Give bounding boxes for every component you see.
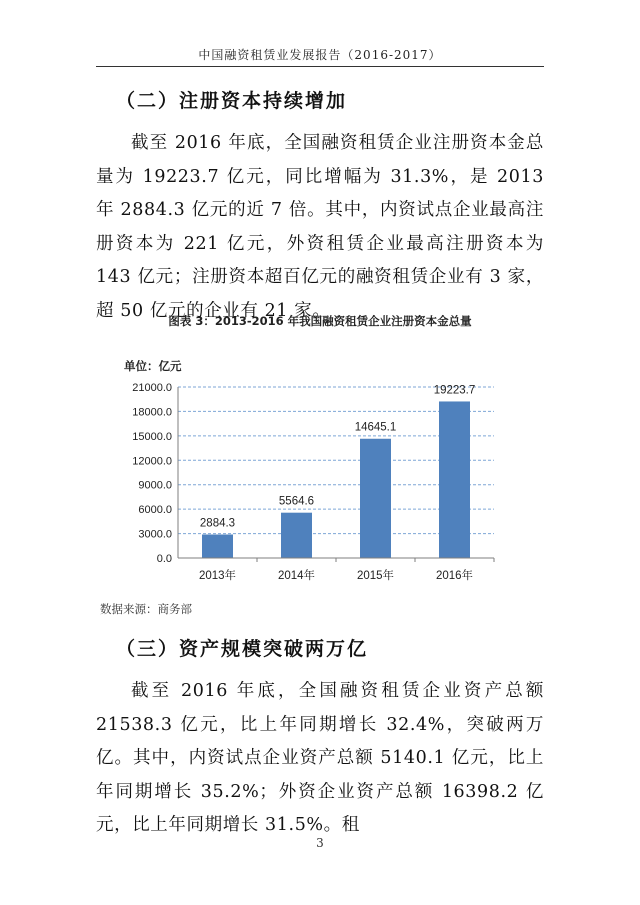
y-tick-label: 12000.0 — [132, 455, 172, 468]
section-heading-asset-scale: （三）资产规模突破两万亿 — [116, 638, 369, 660]
bar-2016年 — [439, 401, 470, 558]
paragraph-asset-scale: 截至 2016 年底，全国融资租赁企业资产总额 21538.3 亿元，比上年同期增长 32.4%，突破两万亿。其中，内资试点企业资产总额 5140.1 亿元，比上年同期增长 35.2%；外资企业资产总额 16398.2 亿元，比上年同期增长 31.5%。租 — [96, 681, 544, 835]
figure-caption: 图表 3：2013-2016 年我国融资租赁企业注册资本金总量 — [168, 314, 472, 328]
y-tick-label: 3000.0 — [138, 528, 172, 541]
chart-x-axis — [178, 558, 494, 582]
running-header: 中国融资租赁业发展报告（2016-2017） — [198, 48, 442, 62]
header-rule — [96, 66, 544, 67]
y-tick-label: 6000.0 — [138, 504, 172, 517]
chart-bars — [199, 401, 470, 558]
chart-data-labels — [200, 384, 475, 529]
paragraph-registered-capital: 截至 2016 年底，全国融资租赁企业注册资本金总量为 19223.7 亿元，同比增幅为 31.3%，是 2013 年 2884.3 亿元的近 7 倍。其中，内资试点企业最高注册资本为 221 亿元，外资租赁企业最高注册资本为 143 亿元；注册资本超百亿元的融资租赁企业有 3 家，超 50 亿元的企业有 21 家。 — [96, 133, 544, 321]
section-heading-registered-capital: （二）注册资本持续增加 — [116, 90, 348, 112]
bar-2014年 — [281, 513, 312, 558]
bar-2015年 — [360, 439, 391, 558]
data-label: 2884.3 — [199, 517, 236, 530]
chart-y-axis — [132, 382, 178, 565]
x-tick-label: 2013年 — [198, 570, 237, 582]
x-tick-label: 2014年 — [277, 570, 316, 582]
y-tick-label: 18000.0 — [132, 406, 172, 419]
y-tick-label: 15000.0 — [132, 430, 172, 443]
registered-capital-bar-chart — [96, 340, 544, 602]
y-tick-label: 0.0 — [156, 553, 172, 565]
page-number: 3 — [316, 836, 324, 850]
data-label: 19223.7 — [433, 384, 476, 397]
bar-2013年 — [202, 535, 233, 558]
x-tick-label: 2016年 — [435, 570, 474, 582]
data-source-note: 数据来源：商务部 — [100, 602, 192, 616]
x-tick-label: 2015年 — [356, 570, 395, 582]
y-tick-label: 9000.0 — [138, 479, 172, 492]
y-tick-label: 21000.0 — [132, 382, 172, 394]
data-label: 5564.6 — [278, 495, 315, 508]
data-label: 14645.1 — [354, 421, 397, 434]
chart-unit-label: 单位：亿元 — [124, 361, 182, 373]
